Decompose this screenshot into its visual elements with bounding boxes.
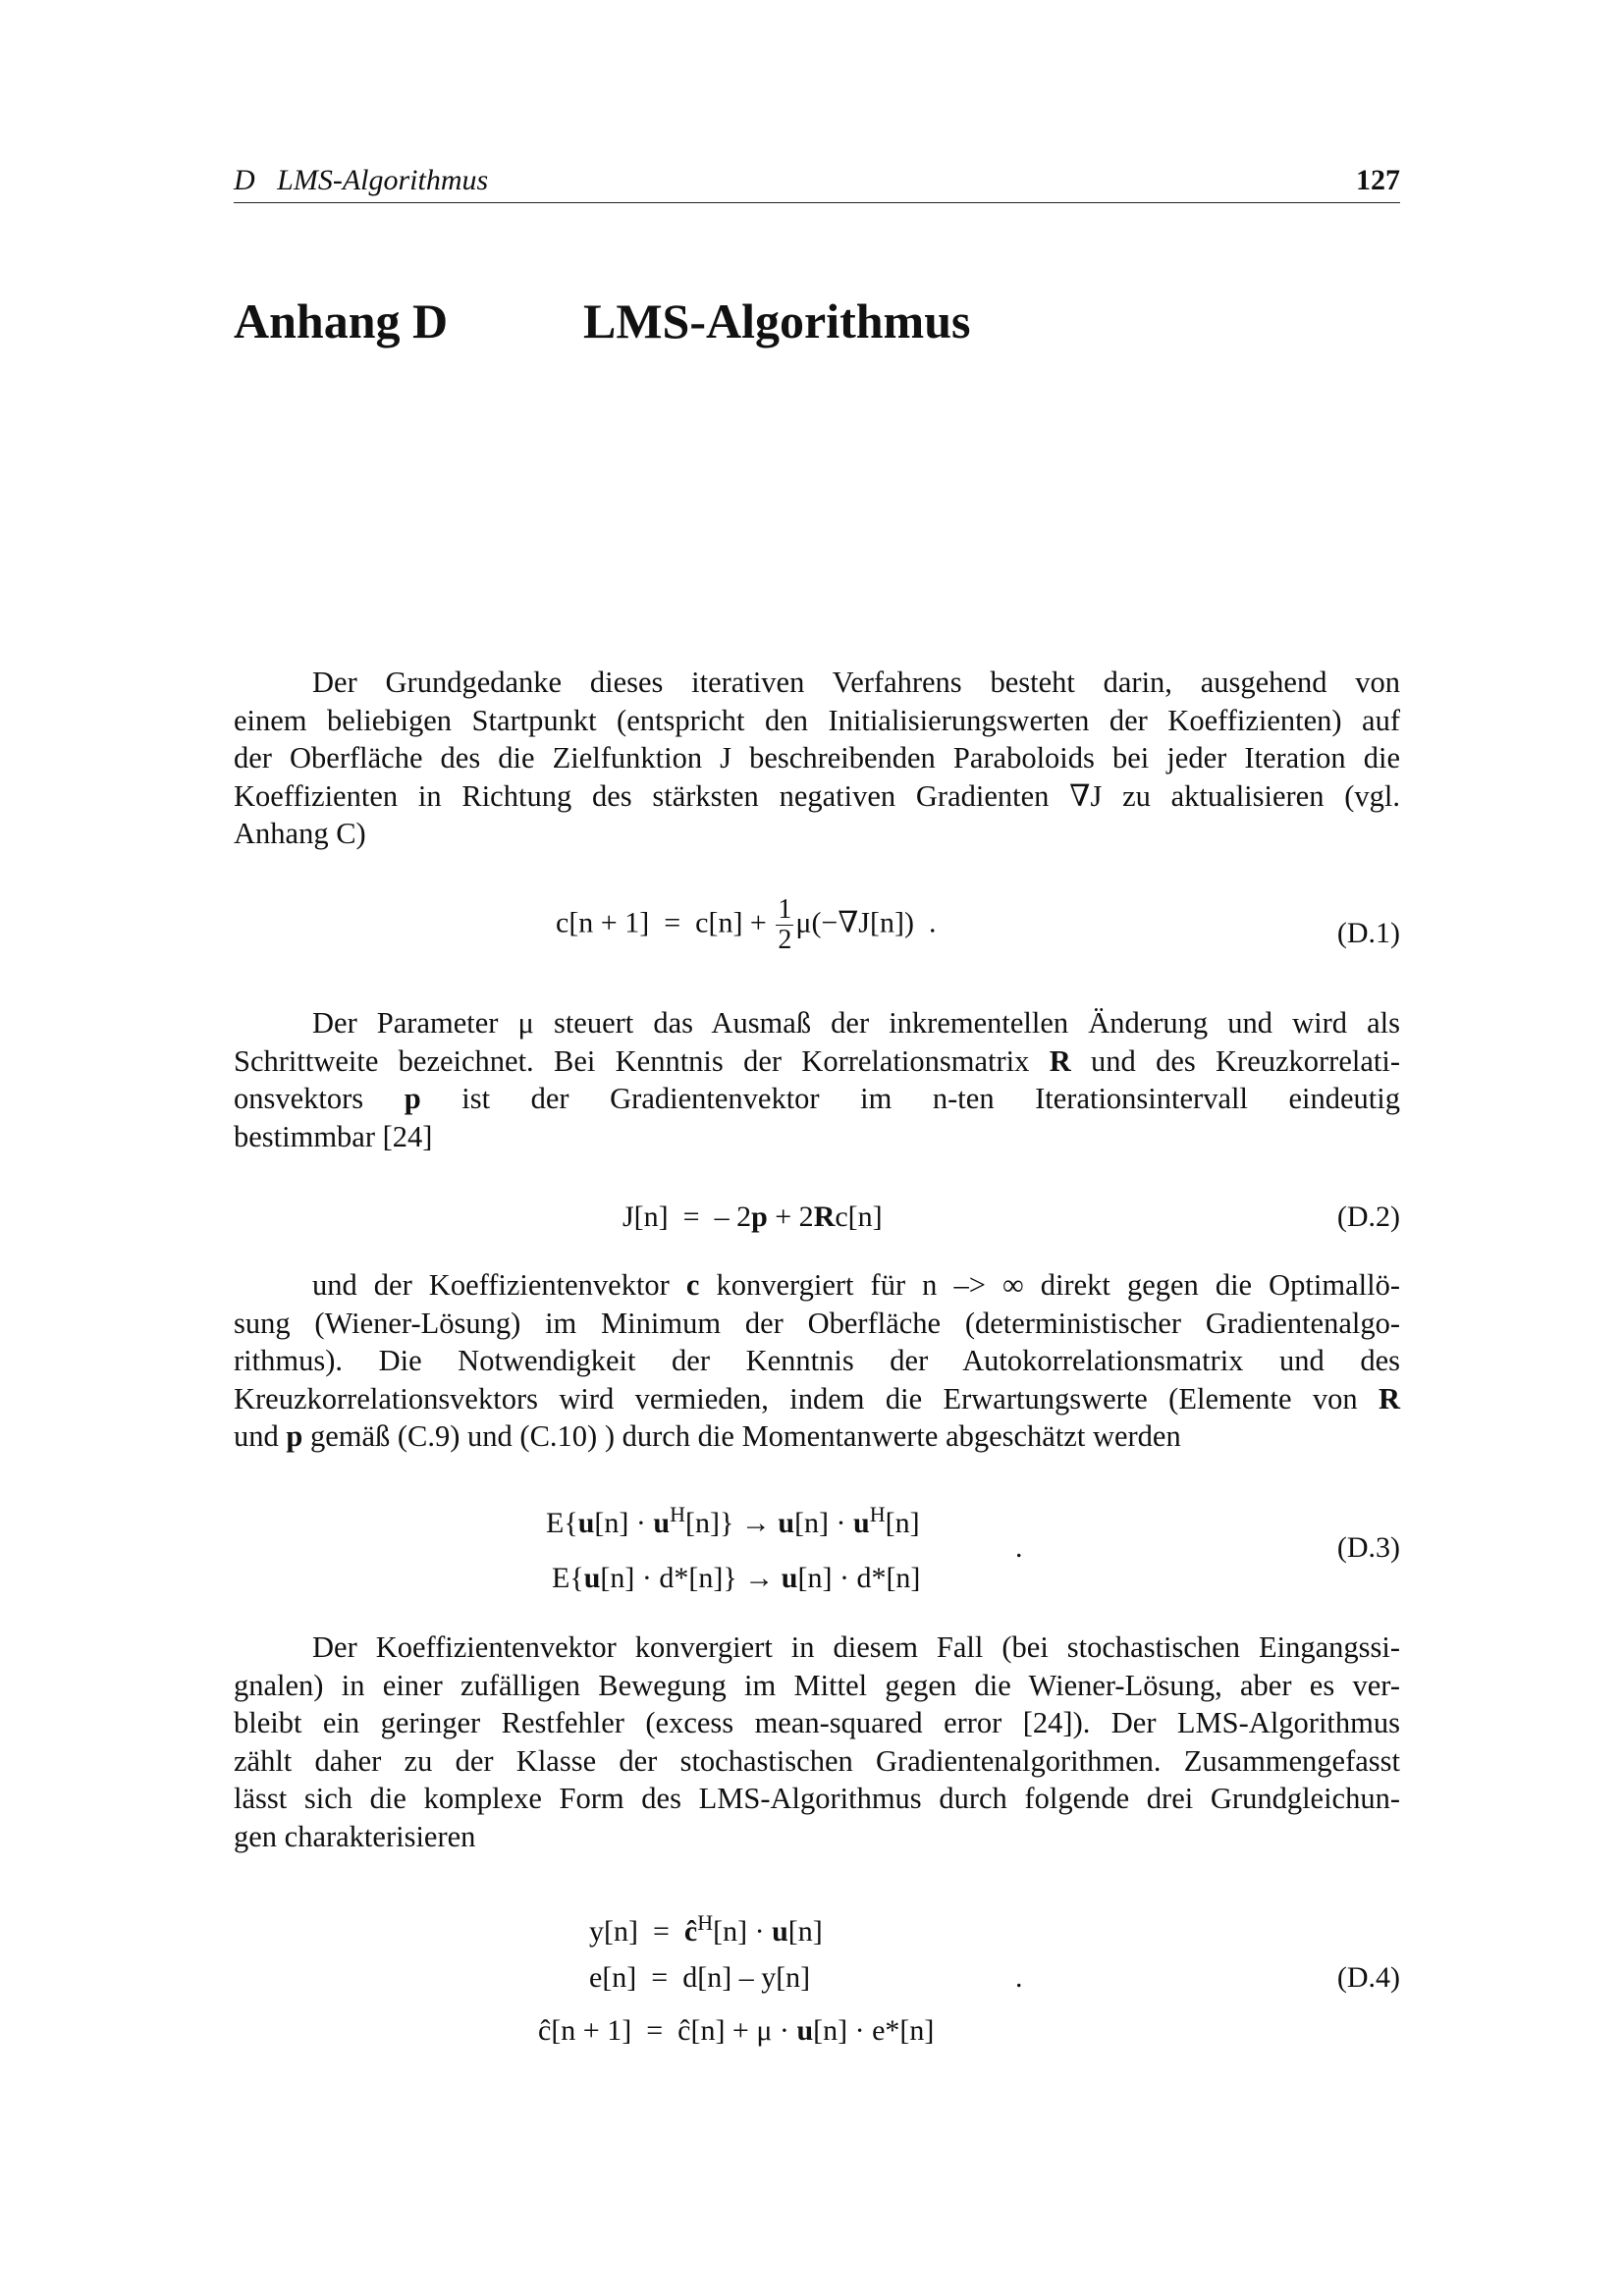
bold-symbol: u	[781, 1562, 798, 1594]
bold-symbol: R	[1049, 1043, 1071, 1078]
text-run: onsvektors	[234, 1082, 405, 1115]
equation-part: [n]	[885, 1507, 920, 1539]
paragraph-line: sung (Wiener-Lösung) im Minimum der Oberfläche (deterministischer Gradientenalgo-	[234, 1306, 1400, 1340]
paragraph-lms-summary	[234, 1629, 1400, 1855]
paragraph-line: Der Koeffizientenvektor konvergiert in diesem Fall (bei stochastischen Eingangssi-	[312, 1630, 1400, 1664]
text-run: gemäß (C.9) und (C.10) ) durch die Momentanwerte abgeschätzt werden	[302, 1419, 1181, 1453]
paragraph-line	[234, 1417, 1400, 1456]
equation-d1-lhs: c[n + 1] = c[n] +	[556, 906, 775, 939]
chapter-label: Anhang D	[234, 294, 449, 348]
bold-symbol: ĉ	[683, 1915, 698, 1948]
equation-d1	[556, 895, 936, 955]
chapter-title: LMS-Algorithmus	[583, 294, 971, 348]
paragraph-line: Koeffizienten in Richtung des stärksten negativen Gradienten ∇J zu aktualisieren (vgl.	[234, 778, 1400, 813]
equation-part: E{	[546, 1507, 578, 1539]
equation-d4-row1	[589, 1910, 823, 1949]
equation-part: [n] · e*[n]	[813, 2014, 935, 2047]
equation-part: ĉ[n + 1] = ĉ[n] + μ ·	[538, 2014, 797, 2047]
text-run: Kreuzkorrelationsvektors wird vermieden, indem die Erwartungswerte (Elemente von	[234, 1381, 1379, 1415]
text-run: und des Kreuzkorrelati-	[1070, 1043, 1400, 1078]
fraction	[776, 895, 793, 955]
equation-part: J[n] = – 2	[622, 1201, 752, 1233]
page-number: 127	[1356, 164, 1400, 196]
equation-part: [n] ·	[594, 1507, 654, 1539]
text-run: und	[234, 1419, 287, 1453]
bold-symbol: u	[853, 1507, 870, 1539]
paragraph-intro	[234, 664, 1400, 853]
paragraph-parameter	[234, 1004, 1400, 1155]
paragraph-line: rithmus). Die Notwendigkeit der Kenntnis der Autokorrelationsmatrix und des	[234, 1344, 1400, 1377]
paragraph-line: bestimmbar [24]	[234, 1119, 433, 1153]
fraction-denominator: 2	[778, 925, 792, 955]
bold-symbol: u	[796, 2014, 814, 2047]
equation-part: y[n] =	[589, 1915, 684, 1948]
equation-part: [n]	[787, 1915, 823, 1948]
text-run: und der Koeffizientenvektor	[312, 1268, 686, 1302]
equation-part: E{	[552, 1562, 584, 1594]
fraction-numerator: 1	[778, 894, 792, 925]
equation-number-d3: (D.3)	[1336, 1531, 1400, 1564]
bold-symbol: u	[653, 1507, 671, 1539]
paragraph-line: zählt daher zu der Klasse der stochastischen Gradientenalgorithmen. Zusammengefasst	[234, 1743, 1400, 1778]
equation-d3-row1	[546, 1502, 920, 1540]
paragraph-line	[234, 1380, 1400, 1418]
paragraph-line: gen charakterisieren	[234, 1819, 476, 1853]
paragraph-line: Anhang C)	[234, 817, 366, 850]
equation-part: [n]} →	[684, 1507, 779, 1539]
running-header	[234, 163, 1400, 203]
equation-part: c[n]	[835, 1201, 883, 1233]
superscript: H	[670, 1502, 685, 1526]
bold-symbol: u	[583, 1562, 601, 1594]
paragraph-line: gnalen) in einer zufälligen Bewegung im Mittel gegen die Wiener-Lösung, aber es ver-	[234, 1668, 1400, 1702]
superscript: H	[869, 1502, 886, 1526]
equation-part: [n] ·	[794, 1507, 854, 1539]
paragraph-line	[234, 1042, 1400, 1081]
bold-symbol: u	[778, 1507, 795, 1539]
equation-part: [n] · d*[n]} →	[600, 1562, 782, 1594]
equation-d1-rhs: μ(−∇J[n]) .	[795, 906, 937, 939]
bold-symbol: R	[1378, 1381, 1400, 1415]
equation-d4-row3	[538, 2014, 934, 2048]
paragraph-line: der Oberfläche des die Zielfunktion J beschreibenden Paraboloids bei jeder Iteration die	[234, 741, 1400, 774]
paragraph-line	[234, 1266, 1400, 1305]
superscript: H	[697, 1910, 714, 1935]
bold-symbol: p	[286, 1419, 303, 1453]
bold-symbol: p	[751, 1201, 768, 1233]
paragraph-line	[234, 1080, 1400, 1118]
equation-d4-dot: .	[1015, 1961, 1023, 1994]
text-run: ist der Gradientenvektor im n-ten Iterationsintervall eindeutig	[420, 1082, 1400, 1115]
paragraph-convergence	[234, 1266, 1400, 1456]
paragraph-line: einem beliebigen Startpunkt (entspricht den Initialisierungswerten der Koeffizienten) auf	[234, 703, 1400, 737]
equation-part: + 2	[767, 1201, 814, 1233]
bold-symbol: c	[685, 1268, 700, 1302]
paragraph-line: Der Parameter μ steuert das Ausmaß der inkrementellen Änderung und wird als	[312, 1006, 1400, 1040]
text-run: konvergiert für n –> ∞ direkt gegen die Optimallö-	[699, 1268, 1400, 1302]
equation-part: [n] · d*[n]	[797, 1562, 921, 1594]
running-header-title: D LMS-Algorithmus	[234, 164, 489, 196]
paragraph-line: Der Grundgedanke dieses iterativen Verfahrens besteht darin, ausgehend von	[312, 666, 1400, 699]
equation-number-d2: (D.2)	[1336, 1201, 1400, 1233]
equation-d2	[622, 1201, 883, 1234]
equation-d4-row2: e[n] = d[n] – y[n]	[589, 1961, 811, 1994]
equation-part: [n] ·	[713, 1915, 773, 1948]
text-run: Schrittweite bezeichnet. Bei Kenntnis der Korrelationsmatrix	[234, 1043, 1050, 1078]
bold-symbol: R	[813, 1201, 836, 1233]
equation-d3-row2	[552, 1562, 920, 1595]
paragraph-line: bleibt ein geringer Restfehler (excess mean-squared error [24]). Der LMS-Algorithmus	[234, 1706, 1400, 1739]
bold-symbol: u	[772, 1915, 788, 1948]
bold-symbol: p	[404, 1082, 421, 1115]
equation-number-d4: (D.4)	[1336, 1961, 1400, 1994]
bold-symbol: u	[577, 1507, 595, 1539]
paragraph-line: lässt sich die komplexe Form des LMS-Algorithmus durch folgende drei Grundgleichun-	[234, 1782, 1400, 1815]
equation-number-d1: (D.1)	[1336, 917, 1400, 949]
equation-d3-dot: .	[1015, 1531, 1023, 1564]
